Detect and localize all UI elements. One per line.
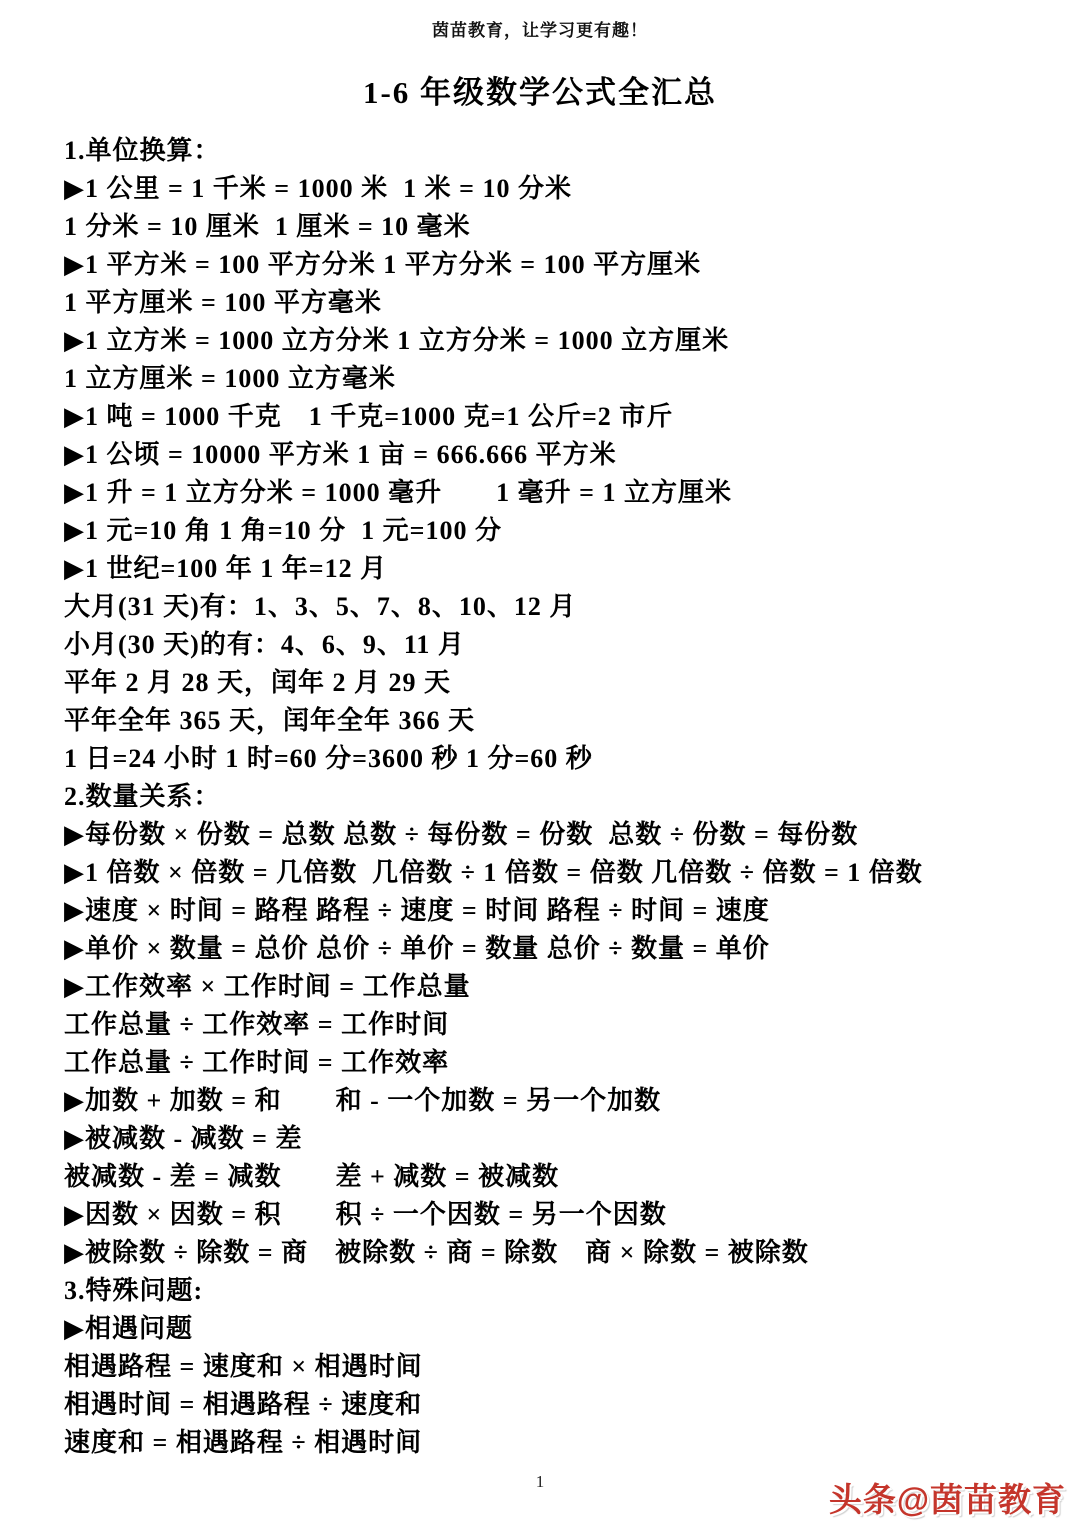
formula-line: 小月(30 天)的有：4、6、9、11 月 [64,630,465,659]
formula-line: ▶1 升 = 1 立方分米 = 1000 毫升 1 毫升 = 1 立方厘米 [64,478,732,507]
formula-line: 1 分米 = 10 厘米 1 厘米 = 10 毫米 [64,212,471,241]
formula-line: ▶单价 × 数量 = 总价 总价 ÷ 单价 = 数量 总价 ÷ 数量 = 单价 [64,934,770,963]
formula-line: ▶相遇问题 [64,1314,193,1343]
formula-line: 工作总量 ÷ 工作时间 = 工作效率 [64,1048,450,1077]
section-heading-special-problems: 3.特殊问题: [64,1276,204,1305]
formula-line: 相遇时间 = 相遇路程 ÷ 速度和 [64,1390,423,1419]
section-heading-unit-conversion: 1.单位换算： [64,136,221,165]
formula-line: ▶1 平方米 = 100 平方分米 1 平方分米 = 100 平方厘米 [64,250,702,279]
formula-line: ▶速度 × 时间 = 路程 路程 ÷ 速度 = 时间 路程 ÷ 时间 = 速度 [64,896,770,925]
header-slogan: 茵苗教育，让学习更有趣！ [432,21,648,40]
document-body [0,132,1080,1462]
formula-line: 1 平方厘米 = 100 平方毫米 [64,288,382,317]
formula-line: ▶1 公里 = 1 千米 = 1000 米 1 米 = 10 分米 [64,174,572,203]
formula-line: 相遇路程 = 速度和 × 相遇时间 [64,1352,423,1381]
formula-line: ▶1 公顷 = 10000 平方米 1 亩 = 666.666 平方米 [64,440,617,469]
formula-line: ▶加数 + 加数 = 和 和 - 一个加数 = 另一个加数 [64,1086,662,1115]
page-title: 1-6 年级数学公式全汇总 [362,75,718,110]
section-heading-quantity-relations: 2.数量关系： [64,782,221,811]
formula-line: 工作总量 ÷ 工作效率 = 工作时间 [64,1010,450,1039]
formula-line: ▶1 吨 = 1000 千克 1 千克=1000 克=1 公斤=2 市斤 [64,402,674,431]
watermark-badge: 头条@茵苗教育 [828,1481,1066,1518]
formula-line: ▶被除数 ÷ 除数 = 商 被除数 ÷ 商 = 除数 商 × 除数 = 被除数 [64,1238,809,1267]
formula-line: 速度和 = 相遇路程 ÷ 相遇时间 [64,1428,423,1457]
formula-line: ▶1 元=10 角 1 角=10 分 1 元=100 分 [64,516,502,545]
formula-line: ▶1 立方米 = 1000 立方分米 1 立方分米 = 1000 立方厘米 [64,326,730,355]
formula-line: 平年全年 365 天，闰年全年 366 天 [64,706,476,735]
formula-line: 平年 2 月 28 天，闰年 2 月 29 天 [64,668,452,697]
formula-line: ▶每份数 × 份数 = 总数 总数 ÷ 每份数 = 份数 总数 ÷ 份数 = 每份数 [64,820,859,849]
formula-line: ▶被减数 - 减数 = 差 [64,1124,303,1153]
formula-line: 1 日=24 小时 1 时=60 分=3600 秒 1 分=60 秒 [64,744,593,773]
formula-line: ▶工作效率 × 工作时间 = 工作总量 [64,972,471,1001]
formula-line: ▶1 倍数 × 倍数 = 几倍数 几倍数 ÷ 1 倍数 = 倍数 几倍数 ÷ 倍数 = 1 倍数 [64,858,923,887]
formula-line: 大月(31 天)有：1、3、5、7、8、10、12 月 [64,592,577,621]
formula-line: ▶1 世纪=100 年 1 年=12 月 [64,554,388,583]
formula-line: 1 立方厘米 = 1000 立方毫米 [64,364,396,393]
formula-line: 被减数 - 差 = 减数 差 + 减数 = 被减数 [64,1162,560,1191]
formula-line: ▶因数 × 因数 = 积 积 ÷ 一个因数 = 另一个因数 [64,1200,667,1229]
page-number: 1 [535,1472,545,1491]
